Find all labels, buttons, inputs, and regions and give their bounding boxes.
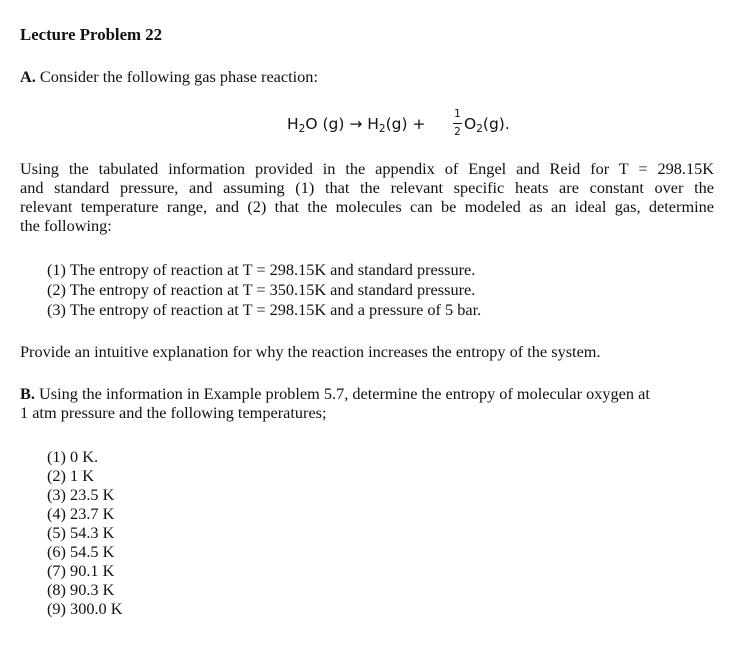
part-b-intro-text: Using the information in Example problem 5.7, determine the entropy of molecular oxygen at <box>39 384 650 403</box>
part-a-paragraph-line-4: the following: <box>20 216 112 235</box>
part-a-closing: Provide an intuitive explanation for why the reaction increases the entropy of the system. <box>20 342 601 361</box>
part-a-item-3: (3) The entropy of reaction at T = 298.15K and a pressure of 5 bar. <box>47 300 482 319</box>
part-b-item-7: (7) 90.1 K <box>47 561 115 580</box>
part-a-intro-text: Consider the following gas phase reaction: <box>39 67 318 86</box>
part-a-paragraph-line-1: Using the tabulated information provided in the appendix of Engel and Reid for T = 298.15K <box>20 159 714 178</box>
part-b-item-9: (9) 300.0 K <box>47 599 123 618</box>
fraction-bar <box>453 123 462 124</box>
fraction-numerator: 1 <box>454 108 461 120</box>
equation-left: $H_2O$ $(g) \to H_2(g)$ + <box>287 115 426 135</box>
part-a-paragraph-line-2: and standard pressure, and assuming (1) that the relevant specific heats are constant over the <box>20 178 714 197</box>
part-b-item-3: (3) 23.5 K <box>47 485 115 504</box>
part-a-intro <box>20 67 318 86</box>
part-b-item-1: (1) 0 K. <box>47 447 99 466</box>
part-b-item-2: (2) 1 K <box>47 466 95 485</box>
fraction-denominator: 2 <box>454 126 461 138</box>
part-b-intro-line-2: 1 atm pressure and the following temperatures; <box>20 403 327 422</box>
part-b-item-6: (6) 54.5 K <box>47 542 115 561</box>
part-b-label: B. <box>20 384 35 403</box>
problem-title: Lecture Problem 22 <box>20 25 162 44</box>
part-b-intro-line-1 <box>20 384 650 403</box>
part-a-item-2: (2) The entropy of reaction at T = 350.15K and standard pressure. <box>47 280 476 299</box>
equation-right: $O_2(g)$. <box>464 115 510 135</box>
part-a-label: A. <box>20 67 36 86</box>
part-a-item-1: (1) The entropy of reaction at T = 298.15K and standard pressure. <box>47 260 476 279</box>
part-b-item-8: (8) 90.3 K <box>47 580 115 599</box>
part-b-item-5: (5) 54.3 K <box>47 523 115 542</box>
part-a-paragraph-line-3: relevant temperature range, and (2) that the molecules can be modeled as an ideal gas, determine <box>20 197 714 216</box>
part-b-item-4: (4) 23.7 K <box>47 504 115 523</box>
